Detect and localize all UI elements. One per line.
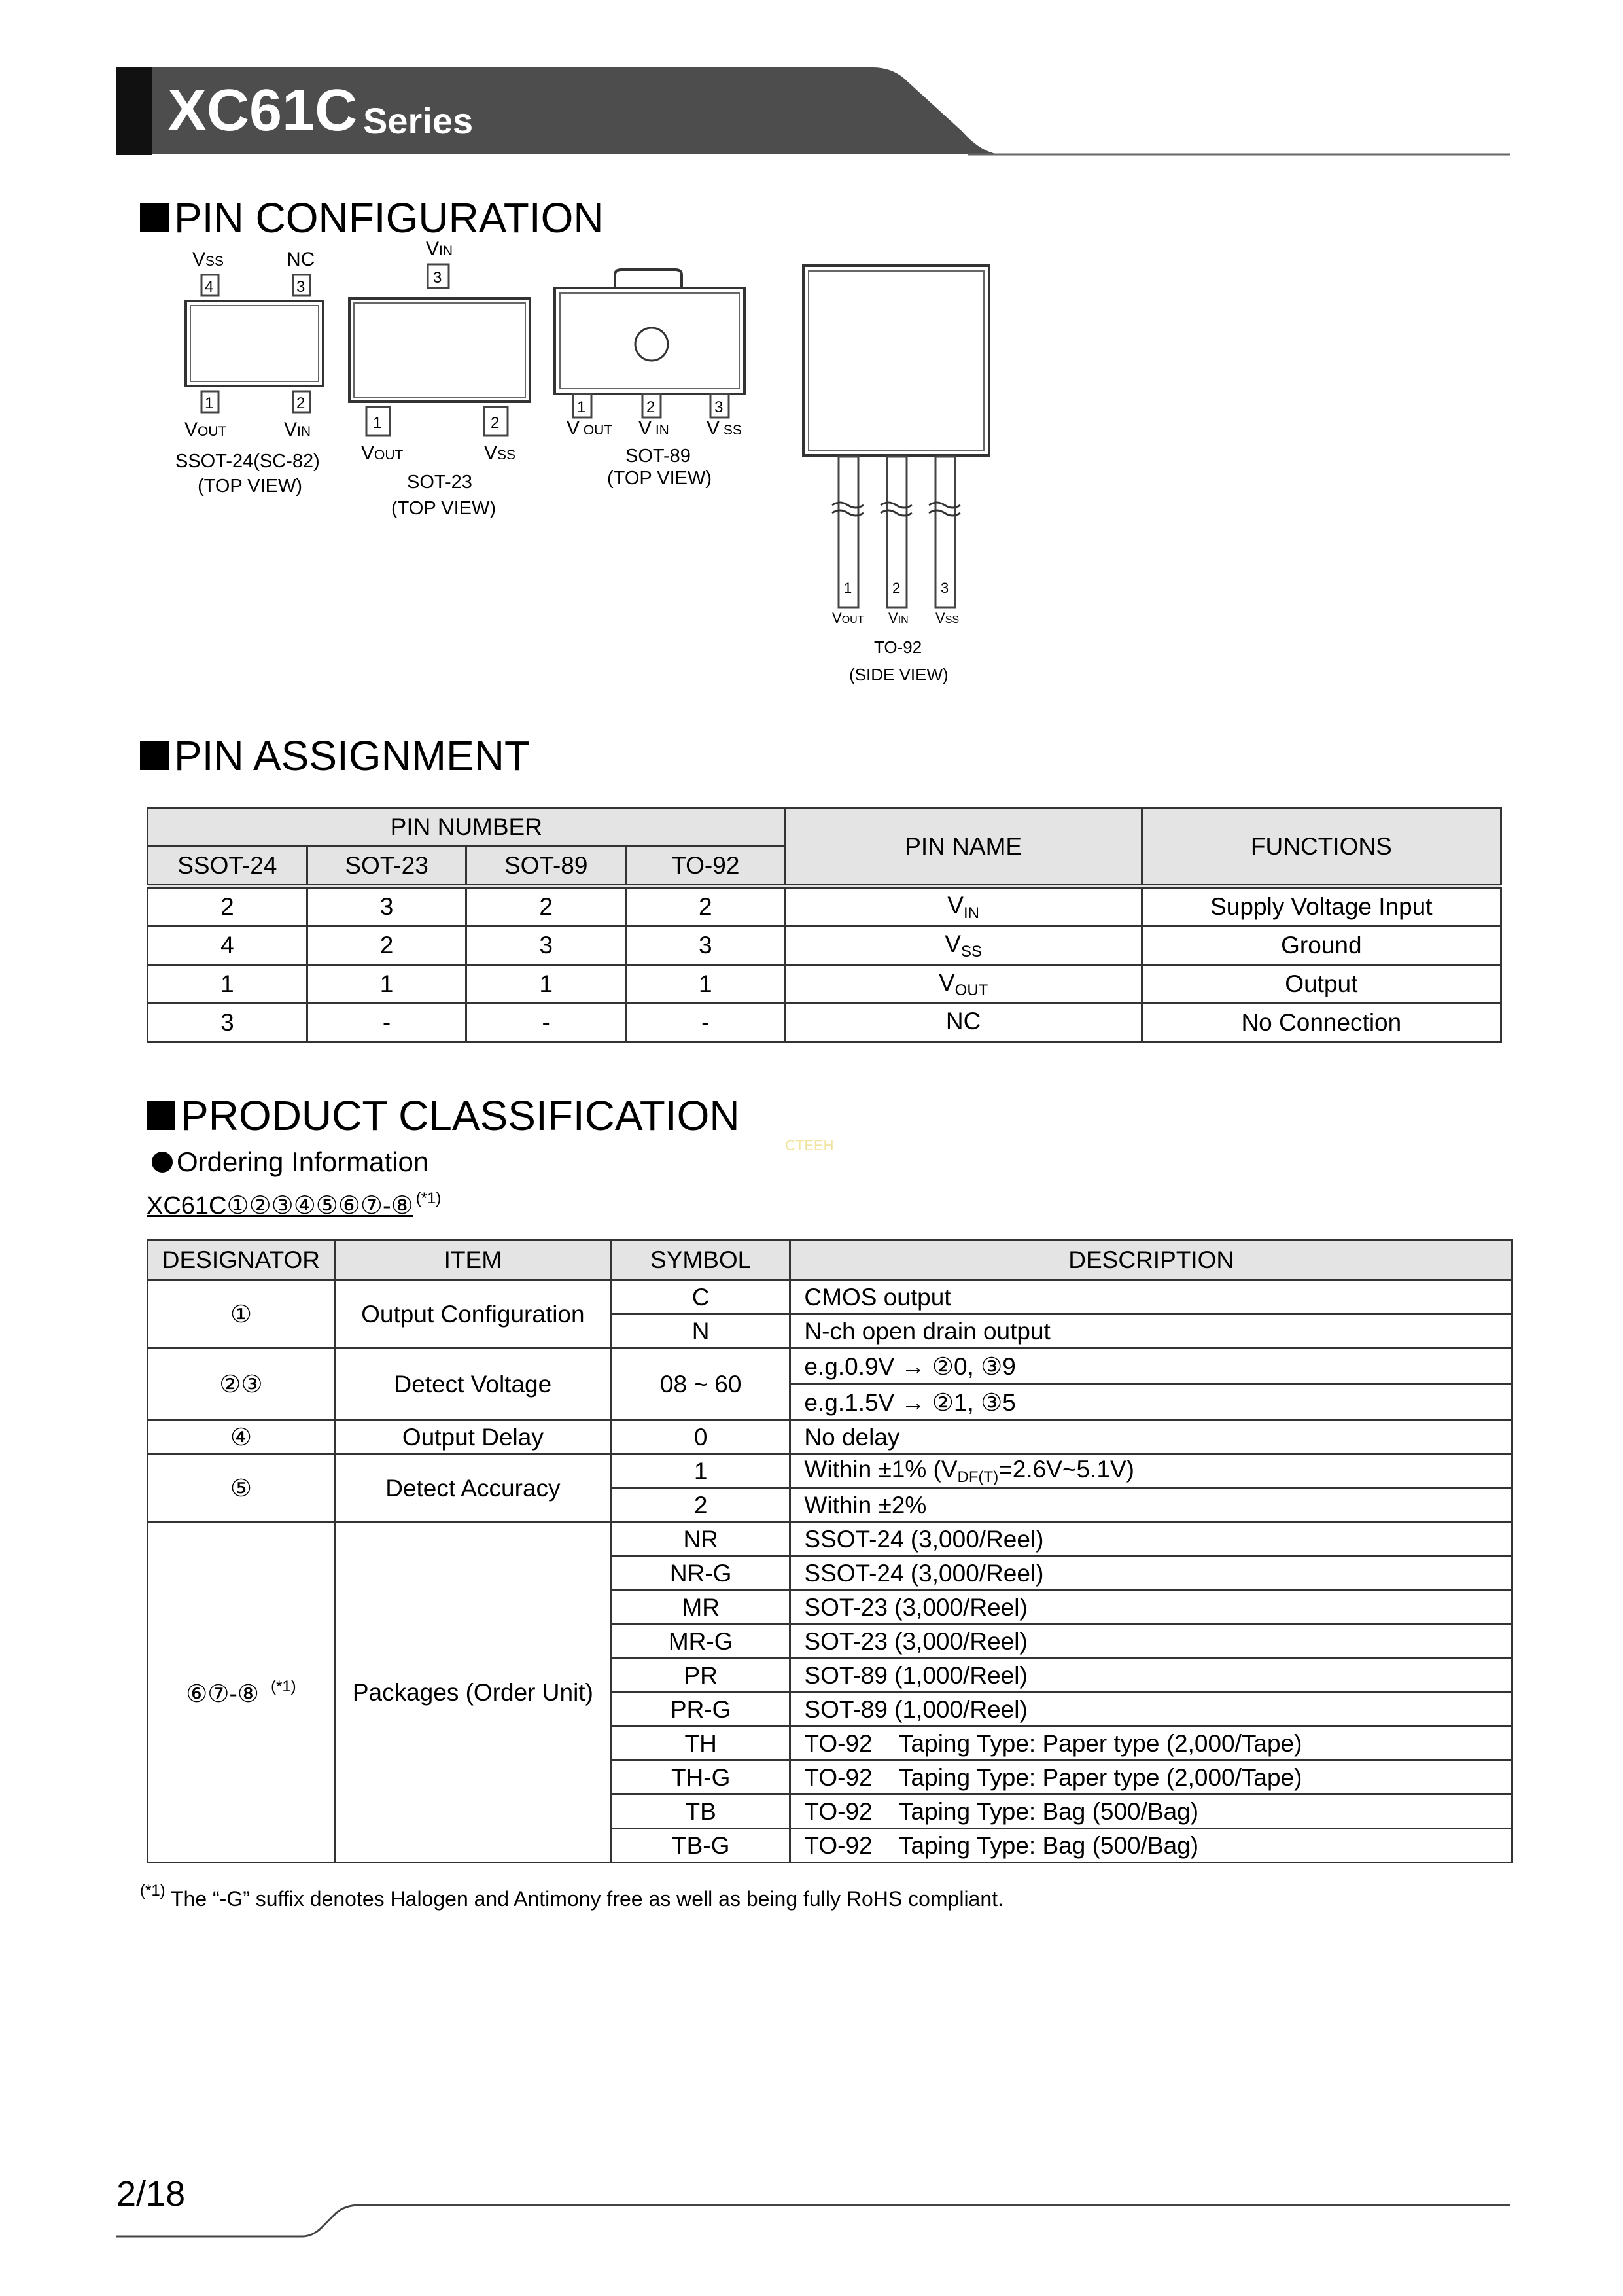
ssot24-name: SSOT-24(SC-82) <box>175 451 320 472</box>
table-row <box>148 887 1501 927</box>
ordering-information <box>152 1146 428 1178</box>
desc-sub: DF(T) <box>957 1468 999 1486</box>
ssot24-pin1-num: 1 <box>205 395 214 412</box>
to92-pin2-label: VIN <box>888 610 909 626</box>
footnote-text: The “-G” suffix denotes Halogen and Antimony free as well as being fully RoHS compliant. <box>170 1887 1003 1911</box>
table-row <box>148 1523 1512 1557</box>
symbol-cell: 0 <box>611 1421 790 1455</box>
description-cell: TO-92 Taping Type: Bag (500/Bag) <box>790 1829 1512 1863</box>
sot23-pin2-label: VSS <box>484 442 516 464</box>
col-ssot24: SSOT-24 <box>148 847 307 887</box>
designator-cell: ① <box>148 1280 335 1349</box>
sot23-name: SOT-23 <box>407 472 472 493</box>
functions-header: FUNCTIONS <box>1142 808 1501 887</box>
designator-cell: ②③ <box>148 1349 335 1421</box>
symbol-cell: TH <box>611 1727 790 1761</box>
description-cell: e.g.0.9V → ②0, ③9 <box>790 1349 1512 1385</box>
sot89-pin2-num: 2 <box>646 398 655 416</box>
product-classification-heading <box>147 1091 740 1140</box>
cell: 3 <box>307 887 466 927</box>
item-header: ITEM <box>334 1241 611 1280</box>
ssot24-pin3-label: NC <box>287 249 315 270</box>
description-cell: TO-92 Taping Type: Paper type (2,000/Tape) <box>790 1761 1512 1795</box>
description-cell: SOT-89 (1,000/Reel) <box>790 1659 1512 1693</box>
description-cell: SOT-23 (3,000/Reel) <box>790 1591 1512 1625</box>
cell: Supply Voltage Input <box>1142 887 1501 927</box>
to92-view: (SIDE VIEW) <box>849 665 949 684</box>
designator-note: (*1) <box>270 1677 296 1695</box>
sot23-pin1-label: VOUT <box>361 442 404 464</box>
cell: Output <box>1142 965 1501 1004</box>
sot23-pin3-num: 3 <box>433 269 442 287</box>
to92-pin1-num: 1 <box>844 580 852 596</box>
heading-text: PIN ASSIGNMENT <box>174 732 531 779</box>
cell: 1 <box>626 965 786 1004</box>
cell: 3 <box>466 927 626 965</box>
desc-post: =2.6V~5.1V) <box>998 1456 1134 1483</box>
pin-name-main: NC <box>945 1007 981 1034</box>
sot89-package <box>555 270 744 489</box>
v-text: V <box>192 249 206 270</box>
pin-name-cell <box>785 887 1142 927</box>
pin-name-main: V <box>938 968 955 996</box>
to92-pin3-label: VSS <box>935 610 960 626</box>
sot23-pin3-label: VIN <box>426 238 453 260</box>
item-cell: Output Delay <box>334 1421 611 1455</box>
col-to92: TO-92 <box>626 847 786 887</box>
cell: 2 <box>307 927 466 965</box>
symbol-cell: 2 <box>611 1489 790 1523</box>
item-cell: Output Configuration <box>334 1280 611 1349</box>
symbol-cell: MR <box>611 1591 790 1625</box>
ssot24-pin3-num: 3 <box>296 278 305 296</box>
item-cell: Detect Voltage <box>334 1349 611 1421</box>
ssot24-view: (TOP VIEW) <box>198 476 303 497</box>
description-cell: e.g.1.5V → ②1, ③5 <box>790 1385 1512 1421</box>
footnote <box>140 1882 1003 1911</box>
ordering-label: Ordering Information <box>177 1146 429 1177</box>
description-cell: TO-92 Taping Type: Paper type (2,000/Tape) <box>790 1727 1512 1761</box>
circle-bullet-icon <box>152 1152 173 1173</box>
description-cell: TO-92 Taping Type: Bag (500/Bag) <box>790 1795 1512 1829</box>
cell: 3 <box>626 927 786 965</box>
ssot24-pin2-num: 2 <box>296 395 305 412</box>
series-title: XC61C <box>167 78 358 143</box>
pin-name-header: PIN NAME <box>785 808 1142 887</box>
symbol-cell: TB-G <box>611 1829 790 1863</box>
pin-assignment-heading <box>140 732 530 780</box>
table-row <box>148 965 1501 1004</box>
sot23-package <box>349 238 530 519</box>
classification-table <box>147 1239 1513 1863</box>
sot23-pin2-num: 2 <box>491 414 500 432</box>
ssot24-pin2-label: VIN <box>284 419 311 440</box>
heading-text: PRODUCT CLASSIFICATION <box>181 1092 740 1139</box>
pin-configuration-diagrams <box>0 0 1623 720</box>
pin-name-cell <box>785 1004 1142 1042</box>
table-row <box>148 1004 1501 1042</box>
cell: No Connection <box>1142 1004 1501 1042</box>
pin-name-main: V <box>945 930 961 957</box>
sot89-pin2-label: V IN <box>638 417 669 439</box>
footnote-mark: (*1) <box>140 1882 166 1899</box>
symbol-cell: PR <box>611 1659 790 1693</box>
part-number-text: XC61C①②③④⑤⑥⑦-⑧ <box>147 1192 413 1220</box>
ssot24-package <box>175 249 323 497</box>
pin-name-cell <box>785 927 1142 965</box>
pin-name-sub: OUT <box>954 981 988 999</box>
cell: 4 <box>148 927 307 965</box>
desc-pre: Within ±1% (V <box>804 1456 958 1483</box>
table-row <box>148 1455 1512 1489</box>
sot89-name: SOT-89 <box>625 446 691 467</box>
part-number <box>147 1190 441 1220</box>
ssot24-pin4-num: 4 <box>205 278 214 296</box>
sot89-pin1-num: 1 <box>577 398 586 416</box>
ssot24-pin4-label <box>192 249 224 270</box>
symbol-cell: 1 <box>611 1455 790 1489</box>
description-cell: SOT-23 (3,000/Reel) <box>790 1625 1512 1659</box>
designator-cell: ④ <box>148 1421 335 1455</box>
cell: Ground <box>1142 927 1501 965</box>
table-row <box>148 1349 1512 1385</box>
symbol-cell: NR <box>611 1523 790 1557</box>
sot23-view: (TOP VIEW) <box>391 498 497 519</box>
designator-cell: ⑤ <box>148 1455 335 1523</box>
pin-assignment-table <box>147 807 1502 1043</box>
sot89-view: (TOP VIEW) <box>607 468 712 489</box>
sot23-pin1-num: 1 <box>373 414 382 432</box>
cell: 1 <box>466 965 626 1004</box>
symbol-cell: C <box>611 1280 790 1315</box>
symbol-cell: TB <box>611 1795 790 1829</box>
col-sot23: SOT-23 <box>307 847 466 887</box>
page-number: 2/18 <box>116 2174 186 2214</box>
part-number-note: (*1) <box>415 1190 442 1207</box>
description-header: DESCRIPTION <box>790 1241 1512 1280</box>
symbol-cell: NR-G <box>611 1557 790 1591</box>
sot89-pin3-label: V SS <box>707 417 742 439</box>
designator-cell <box>148 1523 335 1863</box>
series-subtitle: Series <box>363 100 474 141</box>
heading-text: PIN CONFIGURATION <box>174 194 604 241</box>
sot89-pin3-num: 3 <box>714 398 724 416</box>
symbol-cell: N <box>611 1315 790 1349</box>
cell: 3 <box>148 1004 307 1042</box>
description-cell: SOT-89 (1,000/Reel) <box>790 1693 1512 1727</box>
cell: 2 <box>626 887 786 927</box>
to92-pin2-num: 2 <box>892 580 901 596</box>
pin-name-cell <box>785 965 1142 1004</box>
table-row <box>148 1421 1512 1455</box>
pin-number-header: PIN NUMBER <box>148 808 786 847</box>
to92-pin1-label: VOUT <box>832 610 864 626</box>
table-row <box>148 927 1501 965</box>
symbol-cell: MR-G <box>611 1625 790 1659</box>
symbol-cell: 08 ~ 60 <box>611 1349 790 1421</box>
pin-name-sub: SS <box>960 942 982 961</box>
ss-sub: SS <box>205 254 224 269</box>
symbol-header: SYMBOL <box>611 1241 790 1280</box>
cell: - <box>307 1004 466 1042</box>
square-bullet-icon <box>147 1101 175 1130</box>
ssot24-pin1-label: VOUT <box>184 419 227 440</box>
designator-text: ⑥⑦-⑧ <box>186 1680 259 1707</box>
description-cell: SSOT-24 (3,000/Reel) <box>790 1523 1512 1557</box>
to92-pin3-num: 3 <box>941 580 949 596</box>
designator-header: DESIGNATOR <box>148 1241 335 1280</box>
description-cell: SSOT-24 (3,000/Reel) <box>790 1557 1512 1591</box>
cell: - <box>626 1004 786 1042</box>
square-bullet-icon <box>140 741 169 770</box>
description-cell: CMOS output <box>790 1280 1512 1315</box>
sot89-pin1-label: V OUT <box>567 417 613 439</box>
to92-package <box>803 266 989 684</box>
col-sot89: SOT-89 <box>466 847 626 887</box>
description-cell: Within ±2% <box>790 1489 1512 1523</box>
table-row <box>148 1280 1512 1315</box>
description-cell: N-ch open drain output <box>790 1315 1512 1349</box>
pin-name-sub: IN <box>963 904 979 922</box>
cell: 1 <box>148 965 307 1004</box>
cell: - <box>466 1004 626 1042</box>
description-cell <box>790 1455 1512 1489</box>
cell: 2 <box>148 887 307 927</box>
cell: 1 <box>307 965 466 1004</box>
item-cell: Detect Accuracy <box>334 1455 611 1523</box>
symbol-cell: PR-G <box>611 1693 790 1727</box>
watermark: CTEEH <box>785 1137 834 1154</box>
item-cell: Packages (Order Unit) <box>334 1523 611 1863</box>
pin-name-main: V <box>947 891 964 919</box>
cell: 2 <box>466 887 626 927</box>
symbol-cell: TH-G <box>611 1761 790 1795</box>
description-cell: No delay <box>790 1421 1512 1455</box>
to92-name: TO-92 <box>874 637 922 657</box>
